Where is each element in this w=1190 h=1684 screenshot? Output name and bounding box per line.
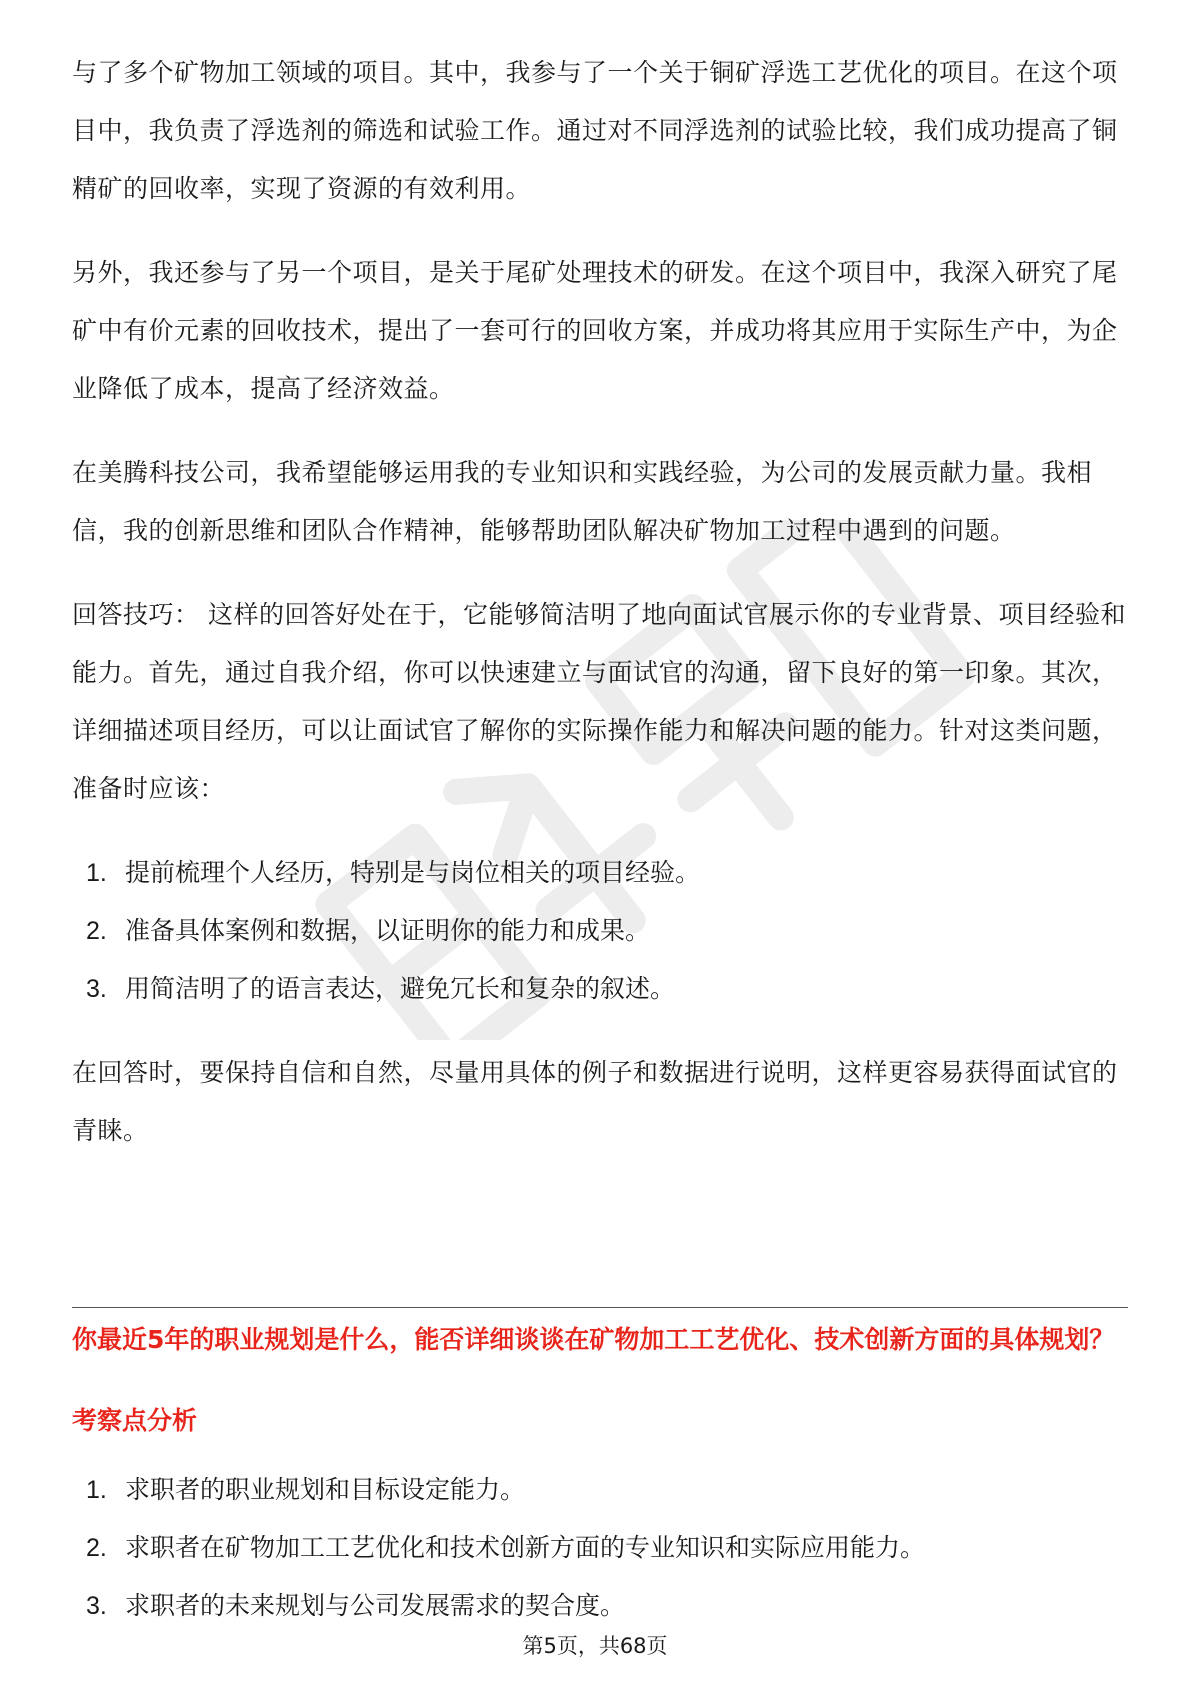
section-divider xyxy=(72,1307,1128,1308)
list-item xyxy=(72,1519,1128,1577)
list-item-number: 1. xyxy=(86,859,107,887)
analysis-heading: 考察点分析 xyxy=(72,1406,198,1435)
list-item-number: 3. xyxy=(86,1592,107,1620)
list-item xyxy=(72,960,1128,1018)
interview-question-heading: 你最近5年的职业规划是什么，能否详细谈谈在矿物加工工艺优化、技术创新方面的具体规划？ xyxy=(72,1325,1115,1354)
paragraph-company-goal: 在美腾科技公司，我希望能够运用我的专业知识和实践经验，为公司的发展贡献力量。我相信，我的创新思维和团队合作精神，能够帮助团队解决矿物加工过程中遇到的问题。 xyxy=(72,458,1093,545)
paragraph-projects: 与了多个矿物加工领域的项目。其中，我参与了一个关于铜矿浮选工艺优化的项目。在这个项目中，我负责了浮选剂的筛选和试验工作。通过对不同浮选剂的试验比较，我们成功提高了铜精矿的回收率，实现了资源的有效利用。 xyxy=(72,58,1118,203)
list-item-text: 提前梳理个人经历，特别是与岗位相关的项目经验。 xyxy=(125,858,701,887)
list-item-text: 准备具体案例和数据，以证明你的能力和成果。 xyxy=(125,916,651,945)
list-item xyxy=(72,1577,1128,1635)
list-item-text: 求职者的未来规划与公司发展需求的契合度。 xyxy=(125,1591,626,1620)
list-item-number: 3. xyxy=(86,975,107,1003)
tips-list xyxy=(72,844,1128,1018)
document-body xyxy=(72,44,1128,1186)
page-number-footer: 第5页，共68页 xyxy=(522,1634,668,1658)
paragraph-tailings-project: 另外，我还参与了另一个项目，是关于尾矿处理技术的研发。在这个项目中，我深入研究了尾矿中有价元素的回收技术，提出了一套可行的回收方案，并成功将其应用于实际生产中，为企业降低了成本，提高了经济效益。 xyxy=(72,258,1118,403)
paragraph-closing: 在回答时，要保持自信和自然，尽量用具体的例子和数据进行说明，这样更容易获得面试官的青睐。 xyxy=(72,1058,1118,1145)
list-item-number: 1. xyxy=(86,1476,107,1504)
list-item-text: 求职者的职业规划和目标设定能力。 xyxy=(125,1475,526,1504)
list-item-text: 求职者在矿物加工工艺优化和技术创新方面的专业知识和实际应用能力。 xyxy=(125,1533,926,1562)
list-item-number: 2. xyxy=(86,917,107,945)
list-item xyxy=(72,1461,1128,1519)
paragraph-answer-tips: 回答技巧： 这样的回答好处在于，它能够简洁明了地向面试官展示你的专业背景、项目经验和能力。首先，通过自我介绍，你可以快速建立与面试官的沟通，留下良好的第一印象。其次，详细描述项目经历，可以让面试官了解你的实际操作能力和解决问题的能力。针对这类问题，准备时应该： xyxy=(72,600,1126,803)
analysis-list xyxy=(72,1461,1128,1635)
list-item-text: 用简洁明了的语言表达，避免冗长和复杂的叙述。 xyxy=(125,974,676,1003)
list-item-number: 2. xyxy=(86,1534,107,1562)
list-item xyxy=(72,844,1128,902)
list-item xyxy=(72,902,1128,960)
